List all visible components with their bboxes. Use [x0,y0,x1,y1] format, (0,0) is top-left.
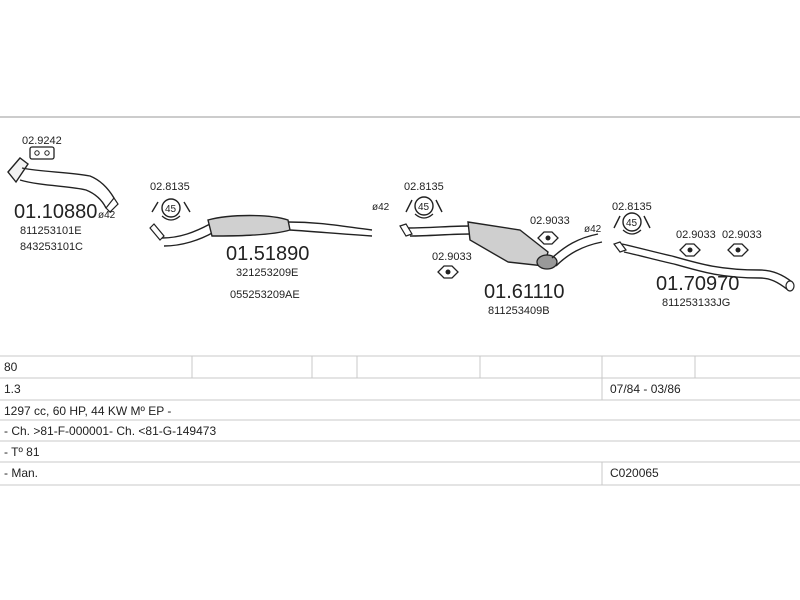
gasket-code: 02.9242 [22,135,62,147]
front-flange [8,158,28,182]
clamp-3-code: 02.8135 [612,201,652,213]
hanger-2-code: 02.9033 [432,251,472,263]
part-code-01-10880: 01.10880 [14,201,98,223]
hanger-4-code: 02.9033 [722,229,762,241]
part-code-01-51890: 01.51890 [226,243,310,265]
hanger-3-code: 02.9033 [676,229,716,241]
gasket-02-9242[interactable] [22,135,62,159]
silencer-01-51890[interactable] [150,216,372,247]
table-row4-col1: - Ch. >81-F-000001- Ch. <81-G-149473 [4,424,217,438]
hanger-02-9033-c[interactable] [676,229,716,256]
part-ref-843253101c: 843253101C [20,241,84,253]
table-row5-col1: - Tº 81 [4,445,40,459]
clamp-3-size: 45 [626,218,638,229]
part-ref-055253209ae: 055253209AE [230,289,300,301]
clamp-2-code: 02.8135 [404,181,444,193]
part-ref-321253209e: 321253209E [236,267,299,279]
table-row6-col1: - Man. [4,466,39,480]
hanger-02-9033-b[interactable] [432,251,472,278]
table-row1-col1: 80 [4,360,18,374]
hanger-1-code: 02.9033 [530,215,570,227]
part-ref-811253409b: 811253409B [488,305,550,317]
clamp-02-8135-a[interactable] [150,181,190,220]
diameter-1: ø42 [98,210,116,221]
rear-silencer-01-61110[interactable] [400,222,602,269]
clamp-02-8135-b[interactable] [404,181,444,218]
hanger-02-9033-a[interactable] [530,215,570,244]
part-ref-811253133jg: 811253133JG [662,297,731,309]
clamp-1-size: 45 [165,204,177,215]
clamp-02-8135-c[interactable] [612,201,652,234]
info-table [0,356,800,485]
diameter-3: ø42 [584,224,602,235]
table-row3-col1: 1297 cc, 60 HP, 44 KW Mº EP - [4,404,172,418]
table-row2-col2: 07/84 - 03/86 [610,382,681,396]
part-ref-811253101e: 811253101E [20,225,82,237]
clamp-1-code: 02.8135 [150,181,190,193]
part-code-01-70970: 01.70970 [656,273,740,295]
clamp-2-size: 45 [418,202,430,213]
part-code-01-61110: 01.61110 [484,281,565,303]
hanger-02-9033-d[interactable] [722,229,762,256]
table-row6-col2: C020065 [610,466,659,480]
diameter-2: ø42 [372,202,390,213]
table-row2-col1: 1.3 [4,382,21,396]
